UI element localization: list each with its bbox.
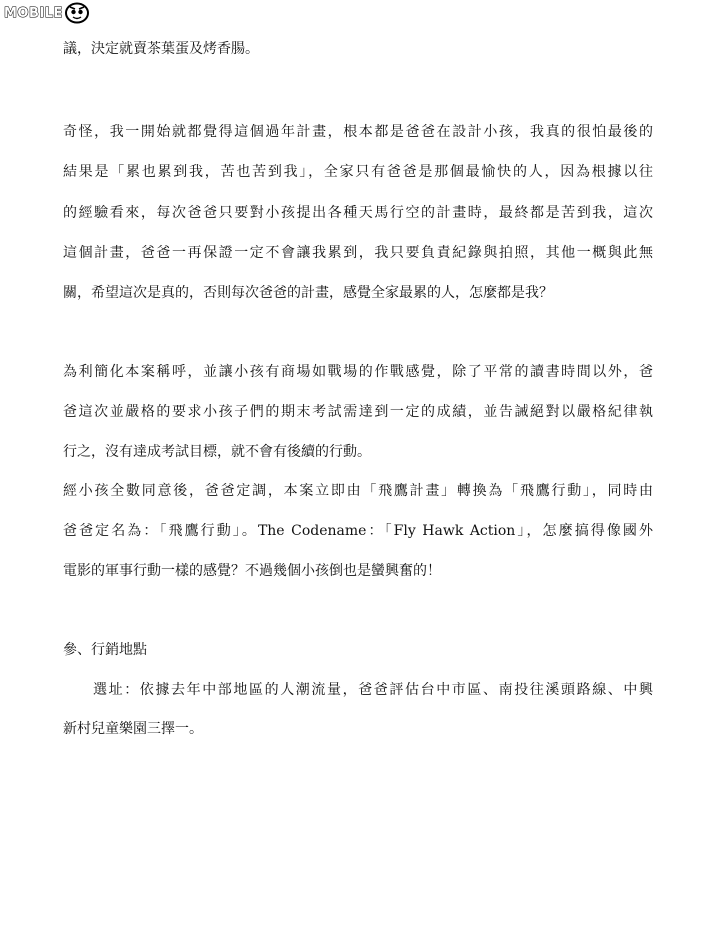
paragraph-2-line-5: 關，希望這次是真的，否則每次爸爸的計畫，感覺全家最累的人，怎麼都是我？ [63,285,553,301]
logo-face-icon [64,2,90,24]
paragraph-6-line-2: 新村兒童樂園三擇一。 [63,721,203,737]
paragraph-2-line-3: 的經驗看來，每次爸爸只要對小孩提出各種天馬行空的計畫時，最終都是苦到我，這次 [63,205,653,221]
paragraph-4-line-3: 電影的軍事行動一樣的感覺？不過幾個小孩倒也是蠻興奮的！ [63,563,441,579]
paragraph-3-line-1: 為利簡化本案稱呼，並讓小孩有商場如戰場的作戰感覺，除了平常的讀書時間以外，爸 [63,364,653,380]
mobile01-logo [4,2,90,24]
paragraph-3-line-3: 行之，沒有達成考試目標，就不會有後續的行動。 [63,444,371,460]
section-heading-marketing-location: 參、行銷地點 [63,642,147,658]
paragraph-1-line-1: 議，決定就賣茶葉蛋及烤香腸。 [63,41,259,57]
paragraph-2-line-4: 這個計畫，爸爸一再保證一定不會讓我累到，我只要負責紀錄與拍照，其他一概與此無 [63,245,653,261]
paragraph-3-line-2: 爸這次並嚴格的要求小孩子們的期末考試需達到一定的成績，並告誡絕對以嚴格紀律執 [63,404,653,420]
paragraph-4-line-2: 爸爸定名為：「飛鷹行動」。The Codename：「Fly Hawk Action」，怎麼搞得像國外 [63,523,653,539]
paragraph-2-line-2: 結果是「累也累到我，苦也苦到我」，全家只有爸爸是那個最愉快的人，因為根據以往 [63,164,653,180]
paragraph-2-line-1: 奇怪，我一開始就都覺得這個過年計畫，根本都是爸爸在設計小孩，我真的很怕最後的 [63,124,653,140]
paragraph-4-line-1: 經小孩全數同意後，爸爸定調，本案立即由「飛鷹計畫」轉換為「飛鷹行動」，同時由 [63,483,653,499]
logo-text: MOBILE [4,5,63,21]
paragraph-6-line-1: 選址：依據去年中部地區的人潮流量，爸爸評估台中市區、南投往溪頭路線、中興 [93,682,653,698]
